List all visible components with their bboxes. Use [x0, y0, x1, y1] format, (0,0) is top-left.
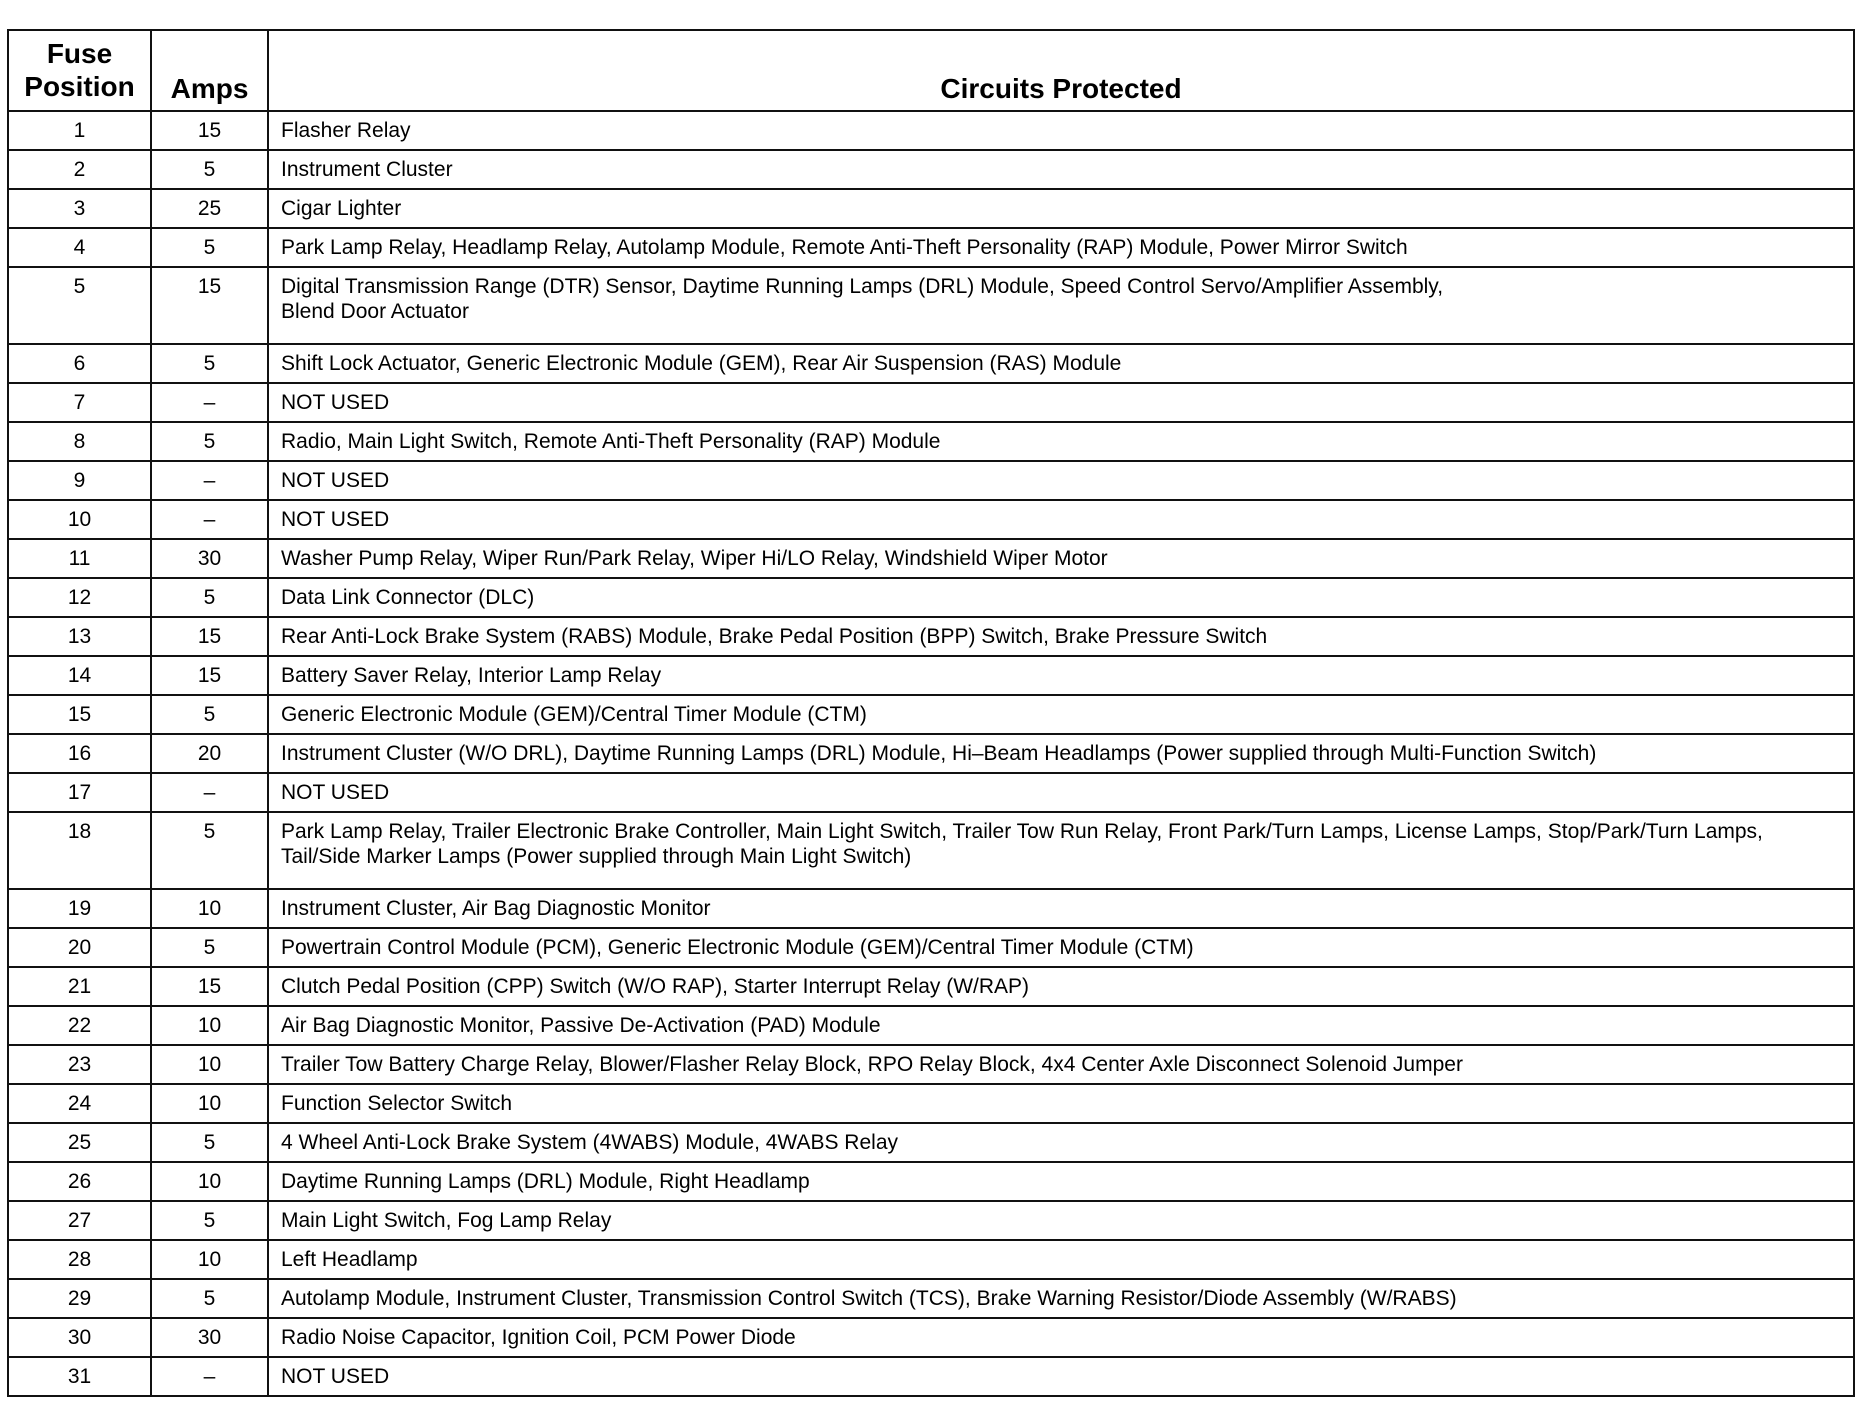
header-fuse-position [8, 30, 151, 111]
table-row [8, 617, 1854, 656]
fuse-position-cell: 23 [8, 1045, 151, 1084]
table-row [8, 734, 1854, 773]
circuits-protected-cell: Washer Pump Relay, Wiper Run/Park Relay, Wiper Hi/LO Relay, Windshield Wiper Motor [268, 539, 1854, 578]
amps-cell: 5 [151, 1201, 268, 1240]
fuse-position-cell: 6 [8, 344, 151, 383]
circuits-protected-cell: Clutch Pedal Position (CPP) Switch (W/O RAP), Starter Interrupt Relay (W/RAP) [268, 967, 1854, 1006]
table-row [8, 1240, 1854, 1279]
circuits-protected-cell: Powertrain Control Module (PCM), Generic Electronic Module (GEM)/Central Timer Module (CTM) [268, 928, 1854, 967]
circuits-protected-cell: Park Lamp Relay, Trailer Electronic Brake Controller, Main Light Switch, Trailer Tow Run Relay, Front Park/Turn Lamps, License Lamps, Stop/Park/Turn Lamps, Tail/Side Marker Lamps (Power supplied through Main Light Switch) [268, 812, 1854, 889]
circuits-protected-cell: NOT USED [268, 1357, 1854, 1396]
amps-cell: 5 [151, 928, 268, 967]
circuits-protected-cell: Shift Lock Actuator, Generic Electronic Module (GEM), Rear Air Suspension (RAS) Module [268, 344, 1854, 383]
fuse-position-cell: 1 [8, 111, 151, 150]
circuits-protected-cell: Data Link Connector (DLC) [268, 578, 1854, 617]
fuse-position-cell: 17 [8, 773, 151, 812]
amps-cell: – [151, 1357, 268, 1396]
header-amps: Amps [151, 30, 268, 111]
circuits-protected-cell: Daytime Running Lamps (DRL) Module, Right Headlamp [268, 1162, 1854, 1201]
amps-cell: 10 [151, 1240, 268, 1279]
fuse-position-cell: 8 [8, 422, 151, 461]
table-row [8, 1318, 1854, 1357]
table-row [8, 539, 1854, 578]
amps-cell: 15 [151, 111, 268, 150]
fuse-position-cell: 18 [8, 812, 151, 889]
amps-cell: 10 [151, 1162, 268, 1201]
amps-cell: 10 [151, 1045, 268, 1084]
circuits-protected-cell: Flasher Relay [268, 111, 1854, 150]
table-row [8, 422, 1854, 461]
fuse-position-cell: 30 [8, 1318, 151, 1357]
circuits-protected-cell: Rear Anti-Lock Brake System (RABS) Module, Brake Pedal Position (BPP) Switch, Brake Pressure Switch [268, 617, 1854, 656]
table-row [8, 1201, 1854, 1240]
table-row [8, 889, 1854, 928]
amps-cell: 5 [151, 1123, 268, 1162]
circuits-protected-cell: Autolamp Module, Instrument Cluster, Transmission Control Switch (TCS), Brake Warning Resistor/Diode Assembly (W/RABS) [268, 1279, 1854, 1318]
amps-cell: 15 [151, 656, 268, 695]
header-row [8, 30, 1854, 111]
circuits-protected-cell: Instrument Cluster (W/O DRL), Daytime Running Lamps (DRL) Module, Hi–Beam Headlamps (Power supplied through Multi-Function Switch) [268, 734, 1854, 773]
amps-cell: 5 [151, 695, 268, 734]
amps-cell: 5 [151, 1279, 268, 1318]
table-row [8, 111, 1854, 150]
fuse-position-cell: 5 [8, 267, 151, 344]
table-row [8, 656, 1854, 695]
amps-cell: – [151, 500, 268, 539]
amps-cell: – [151, 773, 268, 812]
fuse-position-cell: 3 [8, 189, 151, 228]
fuse-position-cell: 10 [8, 500, 151, 539]
circuits-protected-cell: Cigar Lighter [268, 189, 1854, 228]
table-body [8, 111, 1854, 1396]
circuits-protected-cell: Park Lamp Relay, Headlamp Relay, Autolamp Module, Remote Anti-Theft Personality (RAP) Module, Power Mirror Switch [268, 228, 1854, 267]
fuse-position-cell: 26 [8, 1162, 151, 1201]
amps-cell: 25 [151, 189, 268, 228]
circuits-protected-cell: NOT USED [268, 773, 1854, 812]
table-row [8, 500, 1854, 539]
circuits-protected-cell: Instrument Cluster, Air Bag Diagnostic Monitor [268, 889, 1854, 928]
fuse-table [7, 29, 1855, 1397]
amps-cell: 5 [151, 344, 268, 383]
fuse-position-cell: 27 [8, 1201, 151, 1240]
fuse-position-cell: 9 [8, 461, 151, 500]
table-row [8, 773, 1854, 812]
table-row [8, 1084, 1854, 1123]
amps-cell: 30 [151, 1318, 268, 1357]
circuits-protected-cell: Radio, Main Light Switch, Remote Anti-Theft Personality (RAP) Module [268, 422, 1854, 461]
circuits-protected-cell: Digital Transmission Range (DTR) Sensor, Daytime Running Lamps (DRL) Module, Speed Control Servo/Amplifier Assembly, Blend Door Actuator [268, 267, 1854, 344]
table-row [8, 1357, 1854, 1396]
fuse-position-cell: 16 [8, 734, 151, 773]
circuits-protected-cell: Function Selector Switch [268, 1084, 1854, 1123]
amps-cell: 10 [151, 1006, 268, 1045]
fuse-position-cell: 31 [8, 1357, 151, 1396]
fuse-position-cell: 21 [8, 967, 151, 1006]
amps-cell: 5 [151, 228, 268, 267]
circuits-protected-cell: NOT USED [268, 383, 1854, 422]
amps-cell: 5 [151, 812, 268, 889]
table-row [8, 1045, 1854, 1084]
header-position-line: Position [24, 71, 135, 102]
table-header [8, 30, 1854, 111]
amps-cell: 5 [151, 422, 268, 461]
fuse-position-cell: 11 [8, 539, 151, 578]
circuits-protected-cell: Instrument Cluster [268, 150, 1854, 189]
amps-cell: 15 [151, 967, 268, 1006]
table-row [8, 812, 1854, 889]
amps-cell: 5 [151, 150, 268, 189]
circuits-protected-cell: NOT USED [268, 500, 1854, 539]
table-row [8, 578, 1854, 617]
fuse-position-cell: 14 [8, 656, 151, 695]
fuse-position-cell: 7 [8, 383, 151, 422]
amps-cell: 5 [151, 578, 268, 617]
circuits-protected-cell: Air Bag Diagnostic Monitor, Passive De-Activation (PAD) Module [268, 1006, 1854, 1045]
header-fuse-line: Fuse [46, 38, 113, 69]
amps-cell: 30 [151, 539, 268, 578]
table-row [8, 695, 1854, 734]
amps-cell: 20 [151, 734, 268, 773]
table-row [8, 150, 1854, 189]
circuits-protected-cell: NOT USED [268, 461, 1854, 500]
circuits-protected-cell: 4 Wheel Anti-Lock Brake System (4WABS) Module, 4WABS Relay [268, 1123, 1854, 1162]
circuits-protected-cell: Generic Electronic Module (GEM)/Central Timer Module (CTM) [268, 695, 1854, 734]
amps-cell: 10 [151, 889, 268, 928]
fuse-position-cell: 24 [8, 1084, 151, 1123]
header-circuits-protected: Circuits Protected [268, 30, 1854, 111]
circuits-protected-cell: Main Light Switch, Fog Lamp Relay [268, 1201, 1854, 1240]
amps-cell: – [151, 461, 268, 500]
fuse-position-cell: 19 [8, 889, 151, 928]
fuse-position-cell: 2 [8, 150, 151, 189]
fuse-position-cell: 15 [8, 695, 151, 734]
amps-cell: 10 [151, 1084, 268, 1123]
fuse-position-cell: 22 [8, 1006, 151, 1045]
fuse-position-cell: 13 [8, 617, 151, 656]
circuits-protected-cell: Left Headlamp [268, 1240, 1854, 1279]
fuse-position-cell: 28 [8, 1240, 151, 1279]
fuse-position-cell: 25 [8, 1123, 151, 1162]
fuse-position-cell: 12 [8, 578, 151, 617]
table-row [8, 1006, 1854, 1045]
table-row [8, 1279, 1854, 1318]
circuits-protected-cell: Battery Saver Relay, Interior Lamp Relay [268, 656, 1854, 695]
table-row [8, 461, 1854, 500]
fuse-position-cell: 20 [8, 928, 151, 967]
table-row [8, 1123, 1854, 1162]
fuse-position-cell: 4 [8, 228, 151, 267]
table-row [8, 344, 1854, 383]
table-row [8, 1162, 1854, 1201]
table-row [8, 967, 1854, 1006]
circuits-protected-cell: Radio Noise Capacitor, Ignition Coil, PCM Power Diode [268, 1318, 1854, 1357]
amps-cell: – [151, 383, 268, 422]
fuse-position-cell: 29 [8, 1279, 151, 1318]
amps-cell: 15 [151, 617, 268, 656]
table-row [8, 928, 1854, 967]
table-row [8, 267, 1854, 344]
circuits-protected-cell: Trailer Tow Battery Charge Relay, Blower/Flasher Relay Block, RPO Relay Block, 4x4 Center Axle Disconnect Solenoid Jumper [268, 1045, 1854, 1084]
table-row [8, 228, 1854, 267]
table-row [8, 189, 1854, 228]
amps-cell: 15 [151, 267, 268, 344]
table-row [8, 383, 1854, 422]
